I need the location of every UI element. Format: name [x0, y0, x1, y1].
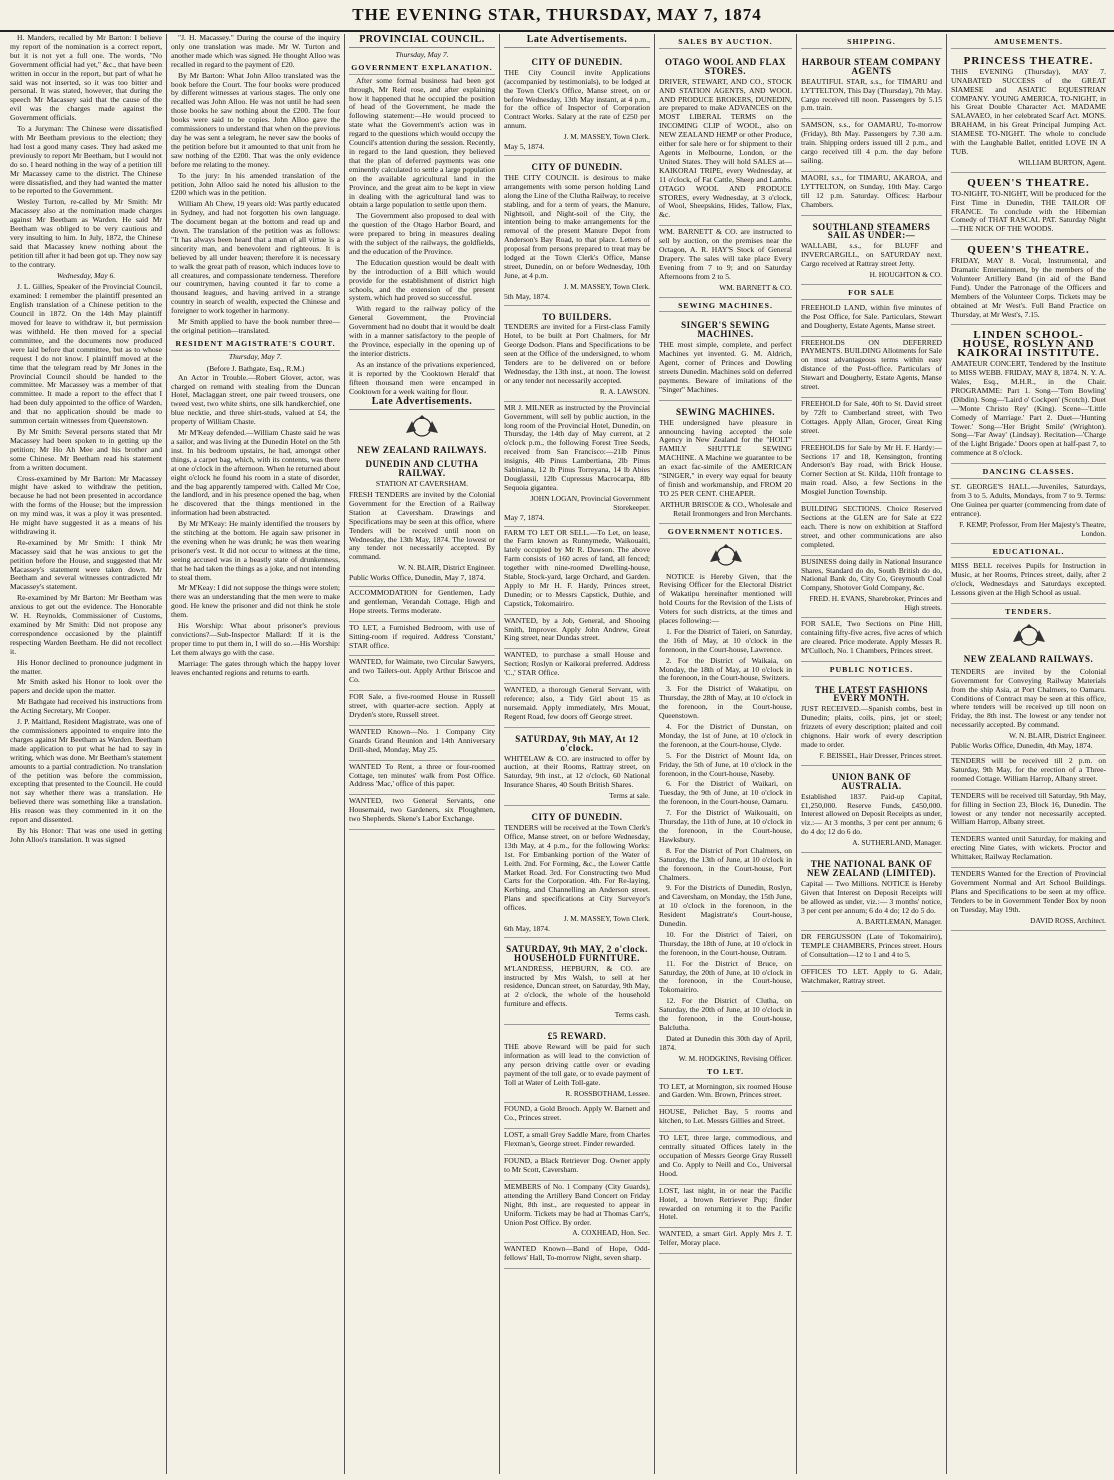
ad-text: BUSINESS doing daily in National Insurance Shares, Standard do do, South British do do, National Bank do, City Co, Greymouth Coal Company, Shotover Gold Company, &c.	[801, 556, 942, 593]
ad-text: WANTED, a smart Girl. Apply Mrs J. T. Telfer, Moray place.	[659, 1229, 792, 1248]
article-paragraph: Mr Smith applied to have the book number three—the original petition—translated.	[171, 317, 340, 335]
section-heading: SHIPPING.	[801, 38, 942, 49]
advertisement	[801, 442, 942, 503]
royal-crest-icon	[706, 542, 746, 570]
advertisement	[504, 1243, 650, 1269]
article-paragraph: J. P. Maitland, Resident Magistrate, was one of the commissioners appointed to enquire into the charges against Mr Beetham as Warden. Beetham made application to put what he had to say in writing, which was done. Mr Beetham's statement amounts to a partial contradiction. No translation of the petition was before the commission, excepting that presented to the Council. He could not say whether there was a translation. He believed there was something like a translation. His reason was they commented in it on the report and dissented.	[10, 717, 162, 825]
article-paragraph: His Worship: What about prisoner's previous convictions?—Sub-Inspector Mallard: If it is the proper time to put them in, I will do so.—His Worship: Let them always go with the case.	[171, 621, 340, 657]
ad-text: MR J. MILNER as instructed by the Provincial Government, will sell by public auction, in the long room of the Provincial Hotel, Dunedin, on Thursday, the 14th day of May current, at 2 o'clock p.m., the following Forest Tree Seeds, received from San Francisco:—21lb Pinus insignis, 4lb Pinus Lambertiana, 2lb Pinus Sabiniana, 12 lb Pinus Torreyana, 14 lb Abies Douglassii, 12lb Cupressus Macrocarpa, 8lb Sequoia gigantea.	[504, 402, 650, 492]
section-heading: FOR SALE	[801, 289, 942, 300]
ad-text: TENDERS are invited by the Colonial Government for Conveying Railway Materials from the ship Asia, at Port Chalmers, to Oamaru. Conditions of Contract may be seen at this office, where tenders will be received up till noon on Friday, the 8th inst. The lowest or any tender not necessarily accepted. By command.	[951, 666, 1106, 730]
ad-title: NEW ZEALAND RAILWAYS.	[963, 653, 1094, 664]
advertisement	[801, 966, 942, 992]
advertisement	[801, 51, 942, 119]
article-paragraph: To a Juryman: The Chinese were dissatisfied with Mr Beetham previous to the election; they had lost a good many cases. They had asked me previously to report Mr Beetham, but I would not do so. I heard nothing in the way of a petition till Mr Macassey came to the district. The Chinese were dissatisfied, and they had wanted the matter to be reported to the Government.	[10, 124, 162, 196]
ad-text: WM. BARNETT & CO. are instructed to sell by auction, on the premises near the Octagon, A. R. HAY'S Stock of General Drapery. The sales will take place Every Evening from 7 to 9; and on Saturday Afternoons from 2 to 5.	[659, 227, 792, 281]
notice-list-item: 4. For the District of Dunstan, on Monday, the 1st of June, at 10 o'clock in the forenoon, at the Court-house, Clyde.	[659, 722, 792, 749]
ad-title: QUEEN'S THEATRE.	[967, 176, 1090, 189]
ad-signature: R. A. LAWSON.	[599, 386, 650, 396]
column-2	[166, 34, 344, 1474]
ad-text: BUILDING SECTIONS. Choice Reserved Sections at the GLEN are for Sale at £22 each. There is now on exhibition at Stafford street, and other communications are also completed.	[801, 504, 942, 549]
article-paragraph: By his Honor: That was one used in getting John Alloo's translation. It was signed	[10, 825, 162, 844]
ad-subtitle: DUNEDIN AND CLUTHA RAILWAY.	[365, 459, 479, 479]
ad-signature: A. COXHEAD, Hon. Sec.	[572, 1228, 650, 1238]
section-heading: GOVERNMENT NOTICES.	[659, 528, 792, 539]
section-heading: TENDERS.	[951, 608, 1106, 619]
advertisement	[659, 1228, 792, 1254]
ad-title: TO BUILDERS.	[542, 311, 612, 322]
section-heading: SEWING MACHINES.	[659, 302, 792, 313]
advertisement	[951, 51, 1106, 173]
ad-text: TENDERS are invited for a First-class Family Hotel, to be built at Port Chalmers, for Mr George Dodson. Plans and Specifications to be seen at the Office of the undersigned, to whom Tenders are to be delivered on or before Wednesday, the 13th inst., at noon. The lowest or any tender not necessarily accepted.	[504, 322, 650, 385]
ad-text: WANTED, to purchase a small House and Section; Roslyn or Kaikorai preferred. Address 'C.,' STAR Office.	[504, 650, 650, 678]
ad-text: TENDERS wanted until Saturday, for making and erecting Nine Gates, with wickets. Proctor and Whittaker, Railway Reclamation.	[951, 834, 1106, 862]
ad-text: FOR SALE, Two Sections on Pine Hill, containing fifty-five acres, five acres of which are cleared. Price moderate. Apply Messrs R. M'Culloch, No. 1 Chambers, Princes street.	[801, 619, 942, 655]
ad-title: SEWING MACHINES.	[675, 406, 775, 417]
column-5	[654, 34, 796, 1474]
advertisement	[801, 556, 942, 618]
ad-text: TENDERS Wanted for the Erection of Provincial Government Normal and Art School Buildings. Plans and Specifications to be seen at my office. Tenders to be in Government Tender Box by noon on Tuesday, May 19th.	[951, 869, 1106, 914]
ad-signature: ARTHUR BRISCOE & CO., Wholesale and Retail Ironmongers and Iron Merchants.	[660, 499, 792, 518]
advertisement	[951, 790, 1106, 834]
ad-signature: FRED. H. EVANS, Sharebroker, Princes and High streets.	[809, 594, 942, 613]
article-paragraph: His Honor declined to pronounce judgment in the matter.	[10, 657, 162, 676]
section-heading: DANCING CLASSES.	[951, 468, 1106, 479]
advertisement	[951, 173, 1106, 240]
article-paragraph: By Mr Smith: Several persons stated that Mr Macassey had been spoken to in getting up the petition; Mr Ho Ah Mee and his brother and some Chinese. Mr Beetham read his statement from a written document.	[10, 426, 162, 472]
advertisement	[504, 1129, 650, 1155]
ad-signature: Terms cash.	[614, 1010, 650, 1020]
dateline: Wednesday, May 6.	[56, 270, 116, 280]
ad-signature: A. SUTHERLAND, Manager.	[852, 838, 942, 848]
ad-signature: J. M. MASSEY, Town Clerk.	[563, 914, 650, 924]
ad-text: THE CITY COUNCIL is desirous to make arrangements with some person holding Land along the Line of the Clutha Railway, to receive stabling, and for a term of years, the Manure, Nightsoil, and Night-soil of the City, the intention being to make arrangements for the removal of the present Manure Depot from Anderson's Bay Road, to that place. Letters of proposal from persons prepared to treat may be lodged at the Town Clerk's Office, Manse street, Dunedin, on or before Wednesday, 10th June, at 4 p.m.	[504, 172, 650, 280]
column-1	[6, 34, 166, 1474]
notice-list-item: 6. For the District of Waikari, on Tuesday, the 9th of June, at 10 o'clock in the forenoon, in the Court-house, Oamaru.	[659, 779, 792, 807]
article-paragraph: By Mr M'Keay: He mainly identified the trousers by the stitching at the bottom. He again saw prisoner in the evening when he was drunk; he was then wearing prisoner's vest. It did not occur to witness at the time, seeing accused was in a beastly state of drunkenness, that he had taken the things as a joke, and not intending to steal them.	[171, 519, 340, 582]
advertisement	[349, 656, 495, 691]
advertisement	[801, 766, 942, 853]
section-title: Late Advertisements.	[504, 36, 650, 48]
ad-text: MAORI, s.s., for TIMARU, AKAROA, and LYTTELTON, on Sunday, 10th May. Cargo till 12 p.m. Saturday. Offices: Harbour Chambers.	[801, 172, 942, 209]
ad-title: SATURDAY, 9th MAY, 2 o'clock. HOUSEHOLD FURNITURE.	[506, 943, 648, 963]
ad-title: SOUTHLAND STEAMERS SAIL AS UNDER:—	[812, 221, 931, 241]
article-paragraph: Mr Bathgate had received his instructions from the Acting Secretary, Mr Cooper.	[10, 697, 162, 716]
notice-list-item: 8. For the District of Port Chalmers, on Saturday, the 13th of June, at 10 o'clock in the forenoon, in the Court-house, Port Chalmers.	[659, 845, 792, 882]
article-paragraph: With regard to the railway policy of the General Government, the Provincial Government had no doubt that it would be dealt with in a manner satisfactory to the people of the Province, especially in the opening up of the interior districts.	[349, 304, 495, 358]
advertisement	[504, 51, 650, 156]
advertisement	[349, 622, 495, 657]
ad-text: ST. GEORGE'S HALL.—Juveniles, Saturdays, from 3 to 5. Adults, Mondays, from 7 to 9. Terms: One Guinea per quarter (commencing from date of entrance).	[951, 482, 1106, 518]
article-paragraph: An Actor in Trouble.—Robert Glover, actor, was charged on remand with stealing from the Duncan Hotel, Maclaggan street, one pair tweed trousers, one tweed vest, two white shirts, one silk handkerchief, one blue necktie, and three shirt-studs, valued at £4, the property of William Chaste.	[171, 372, 340, 427]
ad-text: MISS BELL receives Pupils for Instruction in Music, at her Rooms, Princes street, daily, after 2 o'clock, Wednesdays and Saturdays excepted. Lessons given at the High School as usual.	[951, 561, 1106, 598]
ad-text: FREEHOLD LAND, within five minutes of the Post Office, for Sale. Particulars, Stewart and Dougherty, Estate Agents, Manse street.	[801, 302, 942, 330]
column-6	[796, 34, 946, 1474]
advertisement	[504, 527, 650, 615]
article-paragraph: After some formal business had been got through, Mr Reid rose, and after explaining how it happened that he occupied the position of head of the Government, he made the following statement:—He would proceed to state what the Government's action was in regard to the questions which would occupy the Council's attention during the session. Recently, in regard to the land question, they believed that the plan of deferred payments was one eminently calculated to settle a large population on the available agricultural land in the Province, and the great aim to be kept in view in dealing with the agricultural land was to obtain a large population to settle upon them.	[349, 75, 495, 210]
ad-title: HARBOUR STEAM COMPANY AGENTS	[801, 56, 942, 76]
ad-signature: DAVID ROSS, Architect.	[1030, 915, 1106, 925]
advertisement	[659, 1081, 792, 1107]
ad-title: SATURDAY, 9th MAY, At 12 o'clock.	[515, 733, 639, 753]
advertisement	[951, 868, 1106, 930]
ad-text: FOUND, a Black Retriever Dog. Owner apply to Mr Scott, Caversham.	[504, 1156, 650, 1174]
ad-text: Established 1837. Paid-up Capital, £1,250,000. Reserve Funds, £450,000. Interest allowed on Deposit Receipts as under, viz.:— At 3 months, 3 per cent per annum; 6 do 4 do; 12 do 6 do.	[801, 791, 942, 837]
ad-title: NEW ZEALAND RAILWAYS.	[357, 445, 487, 456]
notice-list-item: 7. For the District of Waikouaiti, on Thursday, the 11th of June, at 10 o'clock in the forenoon, in the Court-house, Hawksbury.	[659, 808, 792, 844]
ad-signature: W. N. BLAIR, District Engineer.	[397, 563, 495, 573]
ad-text: WANTED, two General Servants, one Housemaid, two Gardeners, six Ploughmen, two Shepherds. Skene's Labor Exchange.	[349, 796, 495, 824]
advertisement	[801, 302, 942, 337]
advertisement	[659, 226, 792, 297]
ad-text: TO LET, at Mornington, six roomed House and Garden. Wm. Brown, Princes street.	[659, 1081, 792, 1100]
advertisement	[504, 1181, 650, 1243]
advertisement	[504, 806, 650, 938]
article-paragraph: "J. H. Macassey." During the course of the inquiry only one translation was made. Mr W. Turton and another made which was signed. He thought Alloo was recalled in regard to the payment of £20.	[171, 34, 340, 69]
ad-text: FREEHOLDS ON DEFERRED PAYMENTS. BUILDING Allotments for Sale on most advantageous terms within easy distance of the Post-office. Particulars of Stewart and Dougherty, Estate Agents, Manse street.	[801, 337, 942, 392]
article-paragraph: Mr M'Keay: I did not suppose the things were stolen; there was an understanding that the men were to make good. He knew the prisoner and did not think he stole them.	[171, 583, 340, 620]
advertisement	[504, 1103, 650, 1129]
notice-list	[659, 628, 792, 1033]
column-4	[499, 34, 654, 1474]
ad-list	[504, 51, 650, 1269]
ad-text: FOUND, a Gold Brooch. Apply W. Barnett and Co., Princes street.	[504, 1104, 650, 1123]
section-heading: TO LET.	[659, 1068, 792, 1079]
sub-heading: GOVERNMENT EXPLANATION.	[349, 64, 495, 75]
ad-text: WANTED, a thorough General Servant, with reference; also, a Tidy Girl about 15 as nursemaid. Apply immediately, Mrs Mouat, Regent Road, few doors off George street.	[504, 685, 650, 721]
advertisement	[801, 172, 942, 216]
advertisement	[659, 1106, 792, 1132]
notice-text: NOTICE is Hereby Given, that the Revising Officer for the Electoral District of Wakatipu hereinafter mentioned will hold Courts for the Revision of the Lists of Voters for such districts, at the times and places following:—	[659, 571, 792, 626]
advertisement	[951, 755, 1106, 790]
ad-text: M'LANDRESS, HEPBURN, & CO. are instructed by Mrs Walsh, to sell at her residence, Duncan street, on Saturday, 9th May, at 2 o'clock, the whole of the household furniture and effects.	[504, 963, 650, 1009]
ad-signature: WM. BARNETT & CO.	[719, 282, 792, 292]
ad-signature: R. ROSSBOTHAM, Lessee.	[565, 1088, 650, 1098]
ad-title: THE LATEST FASHIONS EVERY MONTH.	[814, 684, 929, 704]
section-heading: RESIDENT MAGISTRATE'S COURT.	[171, 340, 340, 351]
ad-text: TO LET, three large, commodious, and centrally situated Offices lately in the occupation of Messrs George Gray Russell and Co. Apply to Neill and Co., Universal Hood.	[659, 1133, 792, 1178]
ad-text: OFFICES TO LET. Apply to G. Adair, Watchmaker, Rattray street.	[801, 967, 942, 986]
article-paragraph: Re-examined by Mr Smith: I think Mr Macassey said that he was anxious to get the petition before the House, and suggested that Mr Macassey's statement were taken down. Mr Beetham and several witnesses contradicted Mr Macassey's statement.	[10, 537, 162, 592]
ad-signature: J. M. MASSEY, Town Clerk.	[563, 132, 650, 142]
ad-signature: A. BARTLEMAN, Manager.	[856, 916, 942, 926]
ad-signature: JOHN LOGAN, Provincial Government Storekeeper.	[530, 493, 650, 512]
advertisement	[801, 216, 942, 285]
ad-title: CITY OF DUNEDIN.	[531, 812, 623, 823]
ad-text: WALLABI, s.s., for BLUFF and INVERCARGILL, on SATURDAY next. Cargo received at Rattray street Jetty.	[801, 241, 942, 269]
section-heading: EDUCATIONAL.	[951, 548, 1106, 559]
article-paragraph: Re-examined by Mr Barton: Mr Beetham was anxious to get out the evidence. The Honorable W. H. Reynolds, Commissioner of Customs, examined by Mr Smith: Did not propose any correspondence occasioned by the plaintiff respecting Warden Beetham. He did not recollect it.	[10, 593, 162, 656]
ad-text: LOST, a small Grey Saddle Mare, from Charles Flexman's, George street. Finder rewarded.	[504, 1130, 650, 1149]
notice-date: Dated at Dunedin this 30th day of April, 1874.	[659, 1033, 792, 1052]
notice-list-item: 12. For the District of Clutha, on Saturday, the 20th of June, at 10 o'clock in the forenoon, in the Court-house, Balclutha.	[659, 996, 792, 1032]
ad-date: May 5, 1874.	[504, 142, 545, 152]
ad-text: FRESH TENDERS are invited by the Colonial Government for the Erection of a Railway Station at Caversham. Drawings and Specifications may be seen at this office, where Tenders will be received until noon on Wednesday, the 13th May, 1874. The lowest or any tender not necessarily accepted. By command.	[349, 489, 495, 562]
ad-date: Public Works Office, Dunedin, 4th May, 1874.	[951, 741, 1093, 751]
article-paragraph: Cross-examined by Mr Barton: Mr Macassey might have asked to withdraw the petition, because he had not been presented in accordance with the forms of the House; but the impression on my mind was, it was a ploy it was presented. He might have suggested it as a means of his withdrawing it.	[10, 473, 162, 536]
ad-signature: H. HOUGHTON & CO.	[869, 270, 942, 280]
advertisement	[801, 398, 942, 442]
advertisement	[801, 853, 942, 931]
ad-text: WHITELAW & CO. are instructed to offer by auction, at their Rooms, Rattray street, on Saturday, 9th inst., at 12 o'clock, 60 National Insurance Shares, 40 South British Shares.	[504, 753, 650, 790]
advertisement	[659, 401, 792, 524]
advertisement	[801, 679, 942, 766]
column-3	[344, 34, 499, 1474]
advertisement	[801, 337, 942, 398]
ad-text: WANTED Known—No. 1 Company City Guards Grand Reunion and 14th Anniversary Drill-shed, Monday, May 25.	[349, 726, 495, 754]
article-paragraph: The Government also proposed to deal with the question of the Otago Harbor Board, and were prepared to bring in measures dealing with the subject of the railways, the goldfields, and the education of the Province.	[349, 211, 495, 256]
section-heading: PUBLIC NOTICES.	[801, 666, 942, 677]
article-paragraph: Mr M'Keay defended.—William Chaste said he was a sailor, and was living at the Dunedin Hotel on the 5th inst. In his bedroom upstairs, he had, amongst other things, a carpet bag, which, with its contents, was there at one o'clock in the afternoon. When he returned about eight o'clock he found his room in a state of disorder, and the bag apparently tampered with. Called Mr Coe, the landlord, and in his presence opened the bag, when he discovered that the things mentioned in the information had been abstracted.	[171, 428, 340, 518]
ad-signature: F. KEMP, Professor, From Her Majesty's Theatre, London.	[959, 519, 1106, 538]
ad-text: AMATEUR CONCERT, Tendered by the Institute to MISS WEBB. FRIDAY, MAY 8, 1874. N. Y. A. Wales, Esq., M.H.R., in the Chair. PROGRAMME: Part 1. Song—'Tom Bowling' (Dibdin). Song—'Laird o' Cockpen' (Scotch). Duet—'Monte Christo Rey' (King). Scene—'Little Comedy of Marriage.' Part 2. Duet—'Hunting Tower.' Song—'Her Bright Smile' (Wrighton). Song—'Far Away' (Lindsay). Recitation—'Charge of the Light Brigade.' Doors open at half-past 7, to commence at 8 o'clock.	[951, 359, 1106, 458]
ad-text: BEAUTIFUL STAR, s.s., for TIMARU and LYTTELTON, This Day (Thursday), 7th May. Cargo received till noon. Passengers by 5.15 p.m. train.	[801, 76, 942, 113]
ad-signature: J. M. MASSEY, Town Clerk.	[563, 281, 650, 291]
dateline: Thursday, May 7.	[228, 351, 283, 361]
notice-list-item: 10. For the District of Taieri, on Thursday, the 18th of June, at 10 o'clock in the forenoon, in the Court-house, Outram.	[659, 929, 792, 957]
ad-text: WANTED, for Waimate, two Circular Sawyers, and two Tailers-out. Apply Arthur Briscoe and Co.	[349, 657, 495, 685]
ad-text: THE above Reward will be paid for such information as will lead to the conviction of any person driving cattle over or evading payment of the toll gate, or to evade payment of Toll at Water of Leith Toll-gate.	[504, 1042, 650, 1087]
page-columns	[6, 34, 1110, 1474]
advertisement	[504, 306, 650, 402]
ad-title: SINGER'S SEWING MACHINES.	[681, 320, 770, 340]
ad-text: HOUSE, Pelichet Bay, 5 rooms and kitchen, to Let. Messrs Gillies and Street.	[659, 1107, 792, 1126]
advertisement	[951, 325, 1106, 464]
ad-title: THE NATIONAL BANK OF NEW ZEALAND (LIMITED).	[806, 859, 937, 878]
advertisement	[504, 156, 650, 306]
notice-list-item: 2. For the District of Waikaia, on Monday, the 18th of May, at 10 o'clock in the forenoon, in the Court-house, Switzers.	[659, 655, 792, 683]
notice-list-item: 9. For the Districts of Dunedin, Roslyn, and Caversham, on Monday, the 15th June, at 10 o'clock in the forenoon, in the Resident Magistrate's Court-house, Dunedin.	[659, 883, 792, 929]
advertisement	[504, 1155, 650, 1181]
advertisement	[504, 684, 650, 728]
ad-signature: F. BEISSEL, Hair Dresser, Princes street.	[819, 750, 942, 760]
advertisement	[801, 119, 942, 172]
notice-list-item: 5. For the District of Mount Ida, on Friday, the 5th of June, at 10 o'clock in the forenoon, in the Court-house, Naseby.	[659, 750, 792, 778]
ad-date: May 7, 1874.	[504, 512, 545, 522]
ad-text: TENDERS will be received till Saturday, 9th May, for filling in Section 23, Block 16, Dunedin. The lowest or any tender not necessarily accepted. William Harrop, Albany street.	[951, 790, 1106, 827]
ad-text: JUST RECEIVED.—Spanish combs, best in Dunedin; plaits, coils, pins, jet or steel; frizzets of every description; plaited and coil chignons. Hair work of every description made to order.	[801, 704, 942, 749]
bench-line: (Before J. Bathgate, Esq., R.M.)	[206, 363, 305, 373]
section-heading: AMUSEMENTS.	[951, 38, 1106, 49]
advertisement	[951, 560, 1106, 604]
advertisement	[951, 833, 1106, 868]
ad-title: LINDEN SCHOOL-HOUSE, ROSLYN AND KAIKORAI INSTITUTE.	[957, 329, 1100, 360]
ad-text: Capital — Two Millions. NOTICE is Hereby Given that Interest on Deposit Receipts will be allowed as under, viz.:— 3 months' notice, 3 per cent per annum; 6 do 4 do; 12 do 5 do.	[801, 878, 942, 915]
advertisement	[951, 240, 1106, 325]
advertisement	[951, 666, 1106, 755]
column-7	[946, 34, 1110, 1474]
advertisement	[504, 649, 650, 684]
article-paragraph: Mr Smith asked his Honor to look over the papers and decide upon the matter.	[10, 677, 162, 696]
ad-title: PRINCESS THEATRE.	[963, 54, 1094, 67]
ad-text: WANTED Known—Band of Hope, Odd-fellows' Hall, To-morrow Night, seven sharp.	[504, 1244, 650, 1263]
section-heading: SALES BY AUCTION.	[659, 38, 792, 49]
ad-title: UNION BANK OF AUSTRALIA.	[831, 771, 912, 791]
notice-list-item: 11. For the District of Bruce, on Saturday, the 20th of June, at 10 o'clock in the forenoon, in the Court-house, Tokomairiro.	[659, 958, 792, 995]
section-title: PROVINCIAL COUNCIL.	[349, 36, 495, 48]
ad-text: TENDERS will be received till 2 p.m. on Saturday, 9th May, for the erection of a Three-roomed Cottage. William Harrop, Albany street.	[951, 756, 1106, 783]
ad-signature: Terms at sale.	[609, 791, 650, 801]
ad-text: DR FERGUSSON (Late of Tokomairiro), TEMPLE CHAMBERS, Princes street. Hours of Consultation—12 to 1 and 4 to 5.	[801, 932, 942, 960]
ad-text: THE most simple, complete, and perfect Machines yet invented. G. M. Aldrich, Agent, corner of Princes and Dowling streets Dunedin. Machines sold on deferred payments. Beware of imitations of the "Singer" Machines.	[659, 340, 792, 394]
advertisement	[504, 728, 650, 806]
article-paragraph: H. Manders, recalled by Mr Barton: I believe my report of the nomination is a correct report, but it is not yet a full one. The words, "No Government official had yet," &c., that have been written in occur in the report, but part of what he said was not inserted, so it was too bitter and personal. It was stated, however, that during the speech Mr Macassey said that the cause of the evil was the charges made against the Government officials.	[10, 34, 162, 123]
advertisement	[801, 931, 942, 966]
advertisement	[801, 618, 942, 662]
ad-text: FREEHOLDS for Sale by Mr H. F. Hardy:—Sections 17 and 18, Kensington, fronting Anderson's Bay road, with Brick House. Corner Section at St. Kilda, 110ft frontage to main road. Also, a few Sections in the Mosgiel Junction Township.	[801, 442, 942, 497]
section-title: Late Advertisements.	[349, 398, 495, 410]
masthead	[0, 0, 1114, 32]
royal-crest-icon	[402, 413, 442, 441]
ad-text: THE undersigned have pleasure in announcing having accepted the sole Agency in New Zealand for the "HOLT" FAMILY SHUTTLE SEWING MACHINE. A Machine we guarantee to be an exact fac-simile of the AMERICAN "SINGER," in every way equal for beauty of finish and workmanship, and FROM 20 TO 25 PER CENT. CHEAPER.	[659, 417, 792, 498]
advertisement	[801, 503, 942, 556]
ad-text: TENDERS will be received at the Town Clerk's Office, Manse street, on or before Wednesday, 13th May, at 4 p.m., for the following Works: 1st. For Embanking portion of the Water of Leith. 2nd. For Forming, &c., the Lower Cattle Market Road. 3rd. For Constructing two Mud Carts for the Corporation. 4th. For Re-laying, Kerbing, and Channelling an Anderson street. Plans and specifications at City Surveyor's offices.	[504, 822, 650, 913]
ad-title: CITY OF DUNEDIN.	[531, 161, 623, 172]
ad-text: FOR Sale, a five-roomed House in Russell street, with quarter-acre section. Apply at Dryden's store, Russell street.	[349, 692, 495, 719]
ad-title: £5 REWARD.	[547, 1031, 607, 1042]
ad-signature: WILLIAM BURTON, Agent.	[1018, 157, 1106, 167]
advertisement	[349, 489, 495, 587]
notice-list-item: 1. For the District of Taieri, on Saturday, the 16th of May, at 10 o'clock in the forenoon, in the Court-house, Lawrence.	[659, 626, 792, 654]
advertisement	[504, 615, 650, 650]
ad-text: LOST, last night, in or near the Pacific Hotel, a brown Retriever Pup; finder rewarded on returning it to the Pacific Hotel.	[659, 1185, 792, 1222]
ad-text: DRIVER, STEWART, AND CO., STOCK AND STATION AGENTS, AND WOOL AND PRODUCE BROKERS, DUNEDIN, are prepared to make ADVANCES on the MOST LIBERAL TERMS on the INCOMING CLIP of WOOL, also on NEW ZEALAND HEMP or other Produce, either for sale here or for shipment to their Agents in Melbourne, London, or the United States. They will hold SALES at—KAIKORAI TRIPE, every Wednesday, at 11 o'clock, of Fat Cattle, Sheep and Lambs. OTAGO WOOL AND PRODUCE STORES, every Wednesday, at 3 o'clock, of Wool, Sheepskins, Hides, Tallow, Flax, &c.	[659, 76, 792, 220]
dateline: Thursday, May 7.	[395, 49, 449, 59]
ad-text: TO-NIGHT, TO-NIGHT, Will be produced for the First Time in Dunedin, THE TAILOR OF FRANCE. To conclude with the Hibernian Comedy of THAT RASCAL PAT. Saturday Night—THE NICK OF THE WOODS.	[951, 188, 1106, 234]
ad-text: WANTED To Rent, a three or four-roomed Cottage, ten minutes' walk from Post Office. Address 'Mac,' office of this paper.	[349, 761, 495, 789]
advertisement	[504, 402, 650, 527]
ad-text: THIS EVENING (Thursday), MAY 7. UNABATED SUCCESS of the GREAT SIAMESE and ASIATIC EQUESTRIAN COMPANY. YOUNG AMERICA, TO-NIGHT, in his Great Double Character Act. MADAME SALAVAEO, in her celebrated Scarf Act. MONS. BRAHAM, in his Great Principal Jumping Act. SIAMESE TO-NIGHT. The whole to conclude with the Laughable Ballet, entitled LOVE IN A TUB.	[951, 66, 1106, 156]
advertisement	[659, 1185, 792, 1229]
ad-date: 6th May, 1874.	[504, 923, 550, 933]
article-paragraph: Marriage: The gates through which the happy lover leaves enchanted regions and returns to earth.	[171, 658, 340, 677]
ad-text: FARM TO LET OR SELL.—To Let, on lease, the Farm known as Runnymede, Waikouaiti, lately occupied by Mr R. Dawson. The above Farm consists of 160 acres of land, all fenced; together with nine-roomed Dwelling-house, Stable, Stock-yard, large Orchard, and Garden. Apply to Mr H. F. Hardy, Princes street, Dunedin; or to Messrs Capstick, Duthie, and Capstick, Tokomairiro.	[504, 527, 650, 608]
newspaper-title: THE EVENING STAR, THURSDAY, MAY 7, 1874	[352, 5, 762, 24]
notice-signature: W. M. HODGKINS, Revising Officer.	[678, 1053, 792, 1063]
ad-text: FREEHOLD for Sale, 40ft to St. David street by 72ft to Cumberland street, with Two Cottages. Apply Allan, Grocer, Great King street.	[801, 399, 942, 435]
article-paragraph: As an instance of the privations experienced, it is reported by the 'Cooktown Herald' that fifteen thousand men were encamped in Cooktown for a week waiting for flour.	[349, 359, 495, 396]
article-paragraph: By Mr Barton: What John Alloo translated was the book before the Court. The four books were produced by different witnesses at various stages. The only one recalled was John Alloo. He was not until he had seen those books he saw nothing about the £200. The four books were said to be copies. John Alloo gave the commissioners to understand that when on the previous day he was sent a telegram, he never saw the books of the petition before but it amounted to that unit from he saw nothing of the £200. That was the only evidence before me relating to the money.	[171, 70, 340, 169]
article-paragraph: J. L. Gillies, Speaker of the Provincial Council, examined: I remember the plaintiff presented an English translation of a Chinese petition to the Council in 1872. On the 14th May plaintiff moved for leave to withdraw it, but permission was withheld. He then moved for a special committee, and the documents now produced were laid before that committee, but as to whose request I do not know. I plaintiff moved at the time that the telegram read by Mr Jones in the Provincial Council should be handed to the committee. Mr Macassey was a member of that committee. It made a report to the effect that I had been duly appointed to the office of Warden, and that no application should be made to summon certain witnesses from Queenstown.	[10, 282, 162, 426]
advertisement	[659, 1132, 792, 1185]
ad-text: ACCOMMODATION for Gentlemen, Lady and gentleman, Verandah Cottage, High and Hope streets. Terms moderate.	[349, 588, 495, 615]
ad-subtitle: STATION AT CAVERSHAM.	[375, 479, 469, 489]
ad-title: CITY OF DUNEDIN.	[531, 56, 623, 67]
ad-text: THE City Council invite Applications (accompanied by testimonials), to be lodged at the Town Clerk's Office, Manse street, on or before Wednesday, 13th May instant, at 4 p.m., for the office of Inspector of Corporation Contract Works. Salary at the rate of £250 per annum.	[504, 67, 650, 131]
advertisement	[659, 314, 792, 400]
ad-text: MEMBERS of No. 1 Company (City Guards), attending the Artillery Band Concert on Friday Night, 8th inst., are requested to appear in Uniform. Tickets may be had at Thomas Carr's, Union Post Office. By order.	[504, 1181, 650, 1227]
advertisement	[349, 691, 495, 726]
ad-text: WANTED, by a Job, General, and Shooing Smith, Improver. Apply John Andrew, Great King street, near Dundas street.	[504, 615, 650, 643]
ad-title: QUEEN'S THEATRE.	[967, 244, 1090, 257]
royal-crest-icon	[1009, 622, 1049, 650]
ad-text: FRIDAY, MAY 8. Vocal, Instrumental, and Dramatic Entertainment, by the members of the Volunteer Artillery Band (in aid of the Band Fund). Under the Patronage of the Officers and Members of the Volunteer Corps. Tickets may be obtained at Mr West's. Full Band Practice on Thursday, at Mr West's, 7.15.	[951, 256, 1106, 319]
ad-date: Public Works Office, Dunedin, May 7, 1874.	[349, 573, 486, 583]
notice-list-item: 3. For the District of Wakatipu, on Thursday, the 28th of May, at 10 o'clock in the forenoon, in the Court-house, Queenstown.	[659, 684, 792, 721]
advertisement	[659, 51, 792, 226]
advertisement	[349, 761, 495, 796]
advertisement	[349, 726, 495, 761]
advertisement	[349, 587, 495, 622]
advertisement	[349, 795, 495, 830]
article-paragraph: The Education question would be dealt with by the introduction of a Bill which would provide for the establishment of district high schools, and the extension of the present system, which had proved so successful.	[349, 257, 495, 303]
ad-text: SAMSON, s.s., for OAMARU, To-morrow (Friday), 8th May. Passengers by 7.30 a.m. train. Shipping orders issued till 2 p.m., and cargo received till 4 p.m. the day before sailing.	[801, 120, 942, 165]
article-paragraph: To the jury: In his amended translation of the petition, John Alloo said he noted his allusion to the £200 which was in the petition.	[171, 170, 340, 198]
advertisement	[504, 938, 650, 1025]
article-paragraph: Wesley Turton, re-called by Mr Smith: Mr Macassey also at the nomination made charges against Mr Beetham as Warden. He said Mr Beetham was obliged to be very cautious and very insulting to him. In July, 1872, the Chinese said that Macassey knew nothing about the petition till after it had been got up. They now say to the contrary.	[10, 197, 162, 269]
article-paragraph: William Ah Chew, 19 years old: Was partly educated in Sydney, and had not forgotten his own language. The document began at the bottom and read up and down. The translation of the petition was as follows: "It has always been heard that a man of all virtue is a sincerity man, and benevolent and righteous. It is believed by all under heaven; therefore it is necessary to walk the great path of reason, which induces love to all creatures, and compassionate tenderness. Therefore our countrymen, having counted it far to come a thousand leagues, and having arrived in a strange country in search of wealth, expected the Chinese and foreigner to work together in harmony.	[171, 199, 340, 316]
advertisement	[951, 481, 1106, 543]
ad-signature: W. N. BLAIR, District Engineer.	[1008, 731, 1106, 741]
ad-date: 5th May, 1874.	[504, 291, 550, 301]
ad-text: TO LET, a Furnished Bedroom, with use of Sitting-room if required. Address 'Constant,' STAR office.	[349, 622, 495, 650]
advertisement	[504, 1025, 650, 1103]
ad-title: OTAGO WOOL AND FLAX STORES.	[665, 56, 786, 76]
